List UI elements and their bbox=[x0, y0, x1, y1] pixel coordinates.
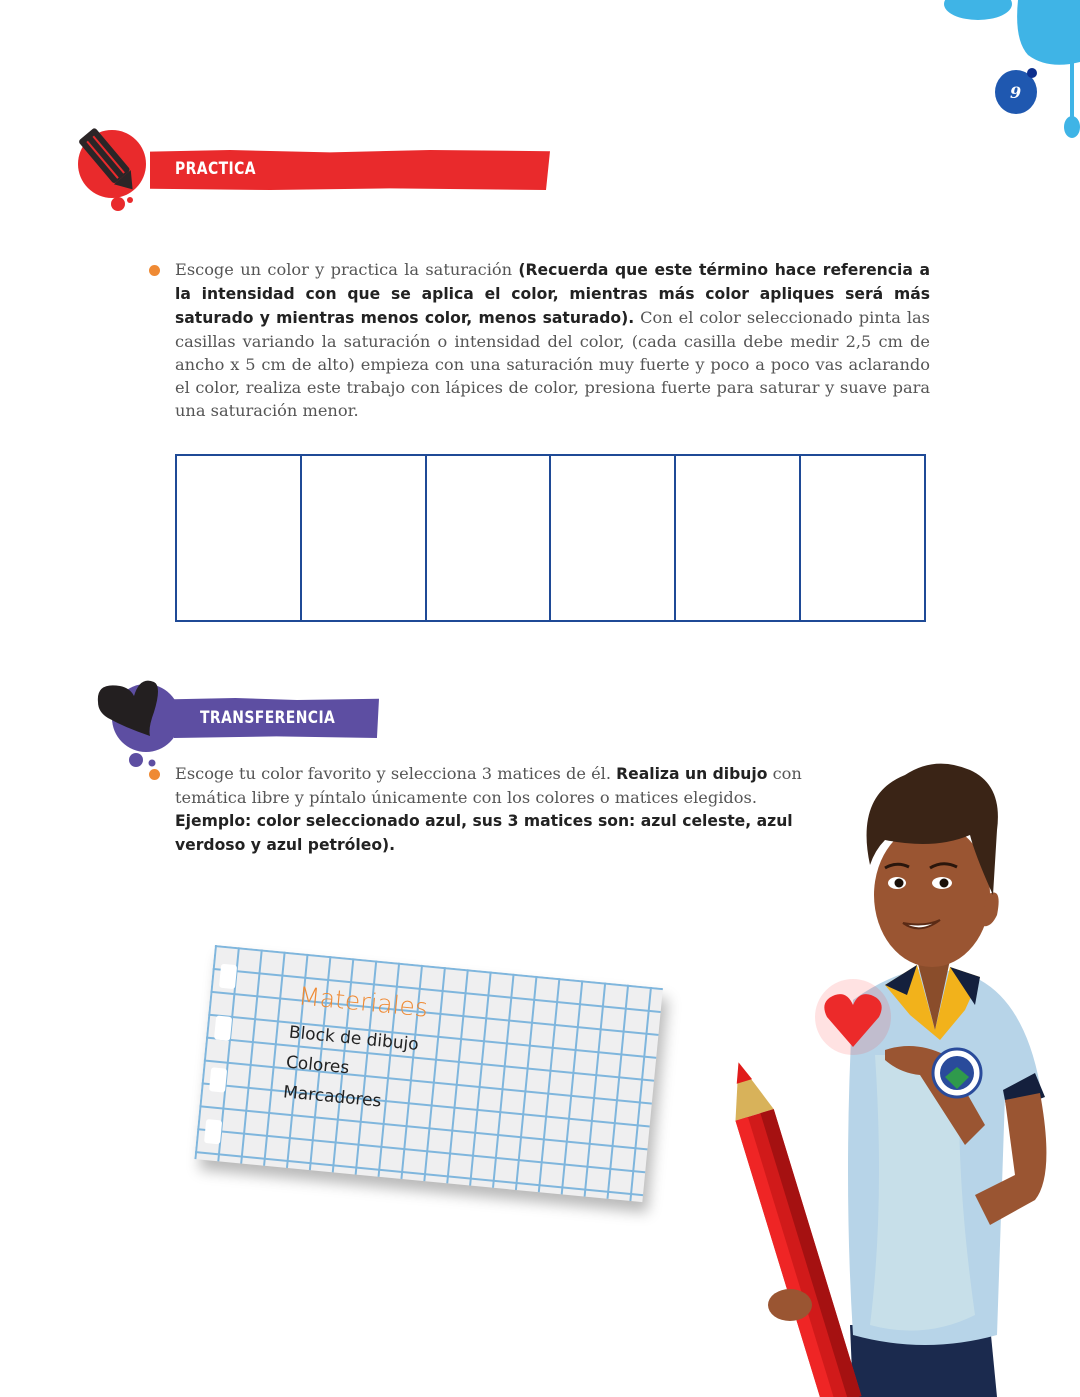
text-segment-bold: Ejemplo: color seleccionado azul, sus 3 matices son: azul celeste, azul verdoso y azul petróleo). bbox=[175, 812, 793, 854]
saturation-box-2 bbox=[302, 456, 427, 620]
text-segment: con temática libre y píntalo únicamente con los colores o matices elegidos. bbox=[175, 764, 802, 807]
text-segment: Escoge un color y practica la saturación bbox=[175, 260, 519, 279]
text-segment-bold: (Recuerda que este término hace referencia a la intensidad con que se aplica el color, mientras más color apliques será más saturado y mientras menos color, menos saturado). bbox=[175, 261, 930, 327]
materials-item: Colores bbox=[285, 1052, 351, 1079]
saturation-box-3 bbox=[427, 456, 552, 620]
materials-title: Materiales bbox=[297, 981, 430, 1023]
paint-splash-decoration bbox=[930, 0, 1080, 150]
page-number: 9 bbox=[1010, 83, 1022, 102]
saturation-boxes bbox=[175, 454, 926, 622]
transferencia-instructions bbox=[175, 762, 815, 857]
text-segment-bold: Realiza un dibujo bbox=[616, 765, 768, 783]
saturation-box-4 bbox=[551, 456, 676, 620]
student-illustration bbox=[735, 755, 1080, 1397]
pencil-icon bbox=[72, 126, 162, 216]
text-segment: Escoge tu color favorito y selecciona 3 matices de él. bbox=[175, 764, 617, 783]
saturation-box-5 bbox=[676, 456, 801, 620]
saturation-box-6 bbox=[801, 456, 924, 620]
materials-item: Block de dibujo bbox=[287, 1022, 420, 1055]
materials-item: Marcadores bbox=[282, 1082, 383, 1112]
transferencia-section-header bbox=[90, 672, 390, 772]
practica-instructions bbox=[175, 258, 930, 422]
transferencia-title: TRANSFERENCIA bbox=[200, 708, 336, 728]
materials-note bbox=[194, 945, 663, 1202]
bullet-dot bbox=[149, 769, 160, 780]
practica-section-header bbox=[72, 126, 557, 216]
saturation-box-1 bbox=[177, 456, 302, 620]
grid-paper bbox=[194, 945, 663, 1202]
text-segment: Con el color seleccionado pinta las casillas variando la saturación o intensidad del color, (cada casilla debe medir 2,5 cm de ancho x 5 cm de alto) empieza con una saturación muy fuerte y poco a poco vas aclarando el color, realiza este trabajo con lápices de color, presiona fuerte para saturar y suave para una saturación menor. bbox=[175, 308, 930, 420]
bullet-dot bbox=[149, 265, 160, 276]
practica-title: PRACTICA bbox=[175, 159, 256, 179]
